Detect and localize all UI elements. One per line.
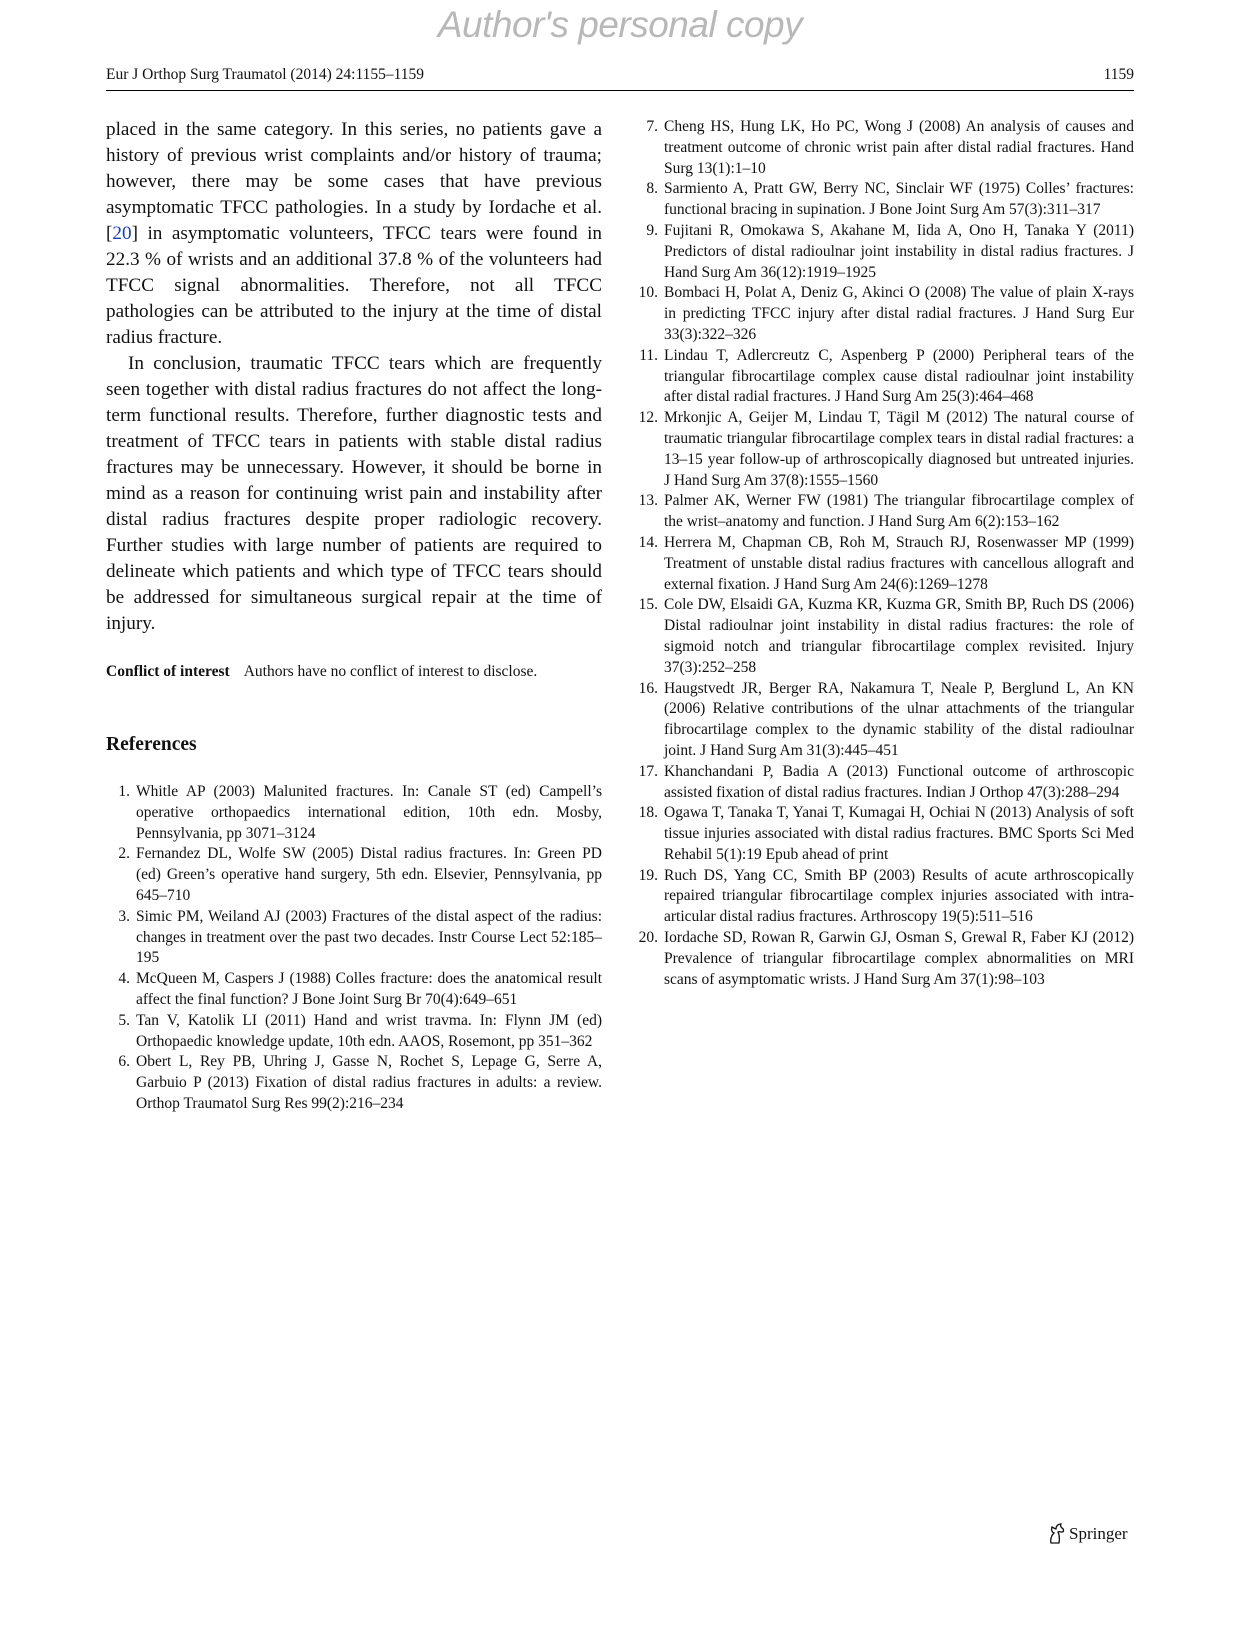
reference-item bbox=[634, 408, 1134, 491]
running-header bbox=[106, 66, 1134, 91]
reference-text: Khanchandani P, Badia A (2013) Functional outcome of arthroscopic assisted fixation of distal radius fractures. Indian J Orthop 47(3):288–294 bbox=[664, 762, 1134, 801]
reference-text: Iordache SD, Rowan R, Garwin GJ, Osman S, Grewal R, Faber KJ (2012) Prevalence of triangular fibrocartilage complex abnormalities on MRI scans of asymptomatic wrists. J Hand Surg Am 37(1):98–103 bbox=[664, 929, 1134, 988]
body-paragraph-1 bbox=[106, 117, 602, 351]
conflict-of-interest bbox=[106, 661, 602, 682]
reference-number: 8. bbox=[646, 180, 658, 198]
reference-number: 12. bbox=[638, 409, 658, 427]
reference-number: 15. bbox=[638, 596, 658, 614]
reference-number: 5. bbox=[118, 1011, 130, 1029]
reference-text: Whitle AP (2003) Malunited fractures. In: Canale ST (ed) Campell’s operative orthopaedics international edition, 10th edn. Mosby, Pennsylvania, pp 3071–3124 bbox=[136, 783, 602, 842]
springer-horse-icon bbox=[1046, 1523, 1066, 1545]
reference-text: Mrkonjic A, Geijer M, Lindau T, Tägil M (2012) The natural course of traumatic triangular fibrocartilage complex tears in distal radial fractures: a 13–15 year follow-up of arthroscopically diagnosed but untreated injuries. J Hand Surg Am 37(8):1555–1560 bbox=[664, 409, 1134, 489]
reference-item bbox=[634, 117, 1134, 179]
reference-number: 10. bbox=[638, 284, 658, 302]
reference-item bbox=[634, 221, 1134, 283]
reference-text: Ogawa T, Tanaka T, Yanai T, Kumagai H, Ochiai N (2013) Analysis of soft tissue injuries associated with distal radius fractures. BMC Sports Sci Med Rehabil 5(1):19 Epub ahead of print bbox=[664, 804, 1134, 863]
reference-text: Palmer AK, Werner FW (1981) The triangular fibrocartilage complex of the wrist–anatomy and function. J Hand Surg Am 6(2):153–162 bbox=[664, 492, 1134, 531]
reference-number: 17. bbox=[638, 762, 658, 780]
reference-list-right bbox=[634, 117, 1134, 990]
reference-number: 6. bbox=[118, 1053, 130, 1071]
reference-text: Obert L, Rey PB, Uhring J, Gasse N, Rochet S, Lepage G, Serre A, Garbuio P (2013) Fixation of distal radius fractures in adults: a review. Orthop Traumatol Surg Res 99(2):216–234 bbox=[136, 1053, 602, 1112]
reference-item bbox=[634, 283, 1134, 345]
body-text bbox=[106, 117, 602, 637]
reference-item bbox=[634, 803, 1134, 865]
conflict-text: Authors have no conflict of interest to disclose. bbox=[243, 663, 538, 680]
reference-number: 2. bbox=[118, 845, 130, 863]
journal-citation: Eur J Orthop Surg Traumatol (2014) 24:1155–1159 bbox=[106, 66, 425, 83]
reference-item bbox=[634, 533, 1134, 595]
paragraph-1-text-a: placed in the same category. In this series, no patients gave a history of previous wrist complaints and/or history of trauma; however, there may be some cases that have previous asymptomatic TFCC pathologies. In a study by Iordache et al. [ bbox=[106, 119, 602, 244]
reference-number: 11. bbox=[639, 346, 658, 364]
reference-number: 16. bbox=[638, 679, 658, 697]
reference-number: 13. bbox=[638, 492, 658, 510]
reference-number: 19. bbox=[638, 866, 658, 884]
reference-item bbox=[634, 762, 1134, 804]
conflict-label: Conflict of interest bbox=[106, 663, 230, 680]
reference-number: 1. bbox=[118, 783, 130, 800]
reference-number: 7. bbox=[646, 118, 658, 135]
reference-text: Fujitani R, Omokawa S, Akahane M, Iida A, Ono H, Tanaka Y (2011) Predictors of distal radioulnar joint instability in distal radius fractures. J Hand Surg Am 36(12):1919–1925 bbox=[664, 221, 1134, 281]
reference-text: Simic PM, Weiland AJ (2003) Fractures of the distal aspect of the radius: changes in treatment over the past two decades. Instr Course Lect 52:185–195 bbox=[136, 907, 602, 967]
reference-number: 4. bbox=[118, 970, 130, 988]
reference-number: 20. bbox=[638, 929, 658, 947]
reference-item bbox=[634, 866, 1134, 928]
reference-text: Cole DW, Elsaidi GA, Kuzma KR, Kuzma GR, Smith BP, Ruch DS (2006) Distal radioulnar joint instability in distal radius fractures: the role of sigmoid notch and triangular fibrocartilage complex revisited. Injury 37(3):252–258 bbox=[664, 596, 1134, 676]
reference-text: Bombaci H, Polat A, Deniz G, Akinci O (2008) The value of plain X-rays in predicting TFCC injury after distal radial fractures. J Hand Surg Eur 33(3):322–326 bbox=[664, 284, 1134, 343]
left-column bbox=[106, 117, 602, 1115]
reference-text: Haugstvedt JR, Berger RA, Nakamura T, Neale P, Berglund L, An KN (2006) Relative contributions of the ulnar attachments of the triangular fibrocartilage complex to the dynamic stability of the distal radioulnar joint. J Hand Surg Am 31(3):445–451 bbox=[664, 679, 1134, 759]
reference-text: Ruch DS, Yang CC, Smith BP (2003) Results of acute arthroscopically repaired triangular fibrocartilage complex injuries associated with intra-articular distal radius fractures. Arthroscopy 19(5):511–516 bbox=[664, 866, 1134, 926]
page-number: 1159 bbox=[1103, 66, 1134, 83]
reference-item bbox=[634, 491, 1134, 533]
reference-text: Lindau T, Adlercreutz C, Aspenberg P (2000) Peripheral tears of the triangular fibrocartilage complex cause distal radioulnar joint instability after distal radial fractures. J Hand Surg Am 25(3):464–468 bbox=[664, 346, 1134, 406]
watermark: Author's personal copy bbox=[437, 4, 803, 45]
reference-item bbox=[106, 969, 602, 1011]
reference-item bbox=[106, 1052, 602, 1114]
reference-item bbox=[634, 595, 1134, 678]
reference-text: Fernandez DL, Wolfe SW (2005) Distal radius fractures. In: Green PD (ed) Green’s operative hand surgery, 5th edn. Elsevier, Pennsylvania, pp 645–710 bbox=[136, 845, 602, 904]
reference-item bbox=[106, 1011, 602, 1053]
reference-number: 9. bbox=[646, 221, 658, 239]
reference-text: McQueen M, Caspers J (1988) Colles fracture: does the anatomical result affect the final function? J Bone Joint Surg Br 70(4):649–651 bbox=[136, 970, 602, 1008]
reference-text: Tan V, Katolik LI (2011) Hand and wrist travma. In: Flynn JM (ed) Orthopaedic knowledge update, 10th edn. AAOS, Rosemont, pp 351–362 bbox=[136, 1011, 602, 1050]
right-column bbox=[634, 117, 1134, 990]
reference-number: 3. bbox=[118, 907, 130, 925]
reference-item bbox=[106, 844, 602, 906]
reference-item bbox=[106, 782, 602, 844]
reference-text: Sarmiento A, Pratt GW, Berry NC, Sinclair WF (1975) Colles’ fractures: functional bracing in supination. J Bone Joint Surg Am 57(3):311–317 bbox=[664, 180, 1134, 219]
reference-number: 18. bbox=[638, 804, 658, 822]
body-paragraph-2: In conclusion, traumatic TFCC tears which are frequently seen together with distal radius fractures do not affect the long-term functional results. Therefore, further diagnostic tests and treatment of TFCC tears in patients with stable distal radius fractures may be unnecessary. However, it should be borne in mind as a reason for continuing wrist pain and instability after distal radius fractures despite proper radiologic recovery. Further studies with large number of patients are required to delineate which patients and which type of TFCC tears should be addressed for simultaneous surgical repair at the time of injury. bbox=[106, 353, 602, 634]
references-heading: References bbox=[106, 734, 197, 755]
publisher-name: Springer bbox=[1069, 1524, 1128, 1543]
publisher-logo bbox=[1046, 1523, 1128, 1545]
reference-list-left bbox=[106, 782, 602, 1115]
reference-text: Herrera M, Chapman CB, Roh M, Strauch RJ, Rosenwasser MP (1999) Treatment of unstable distal radius fractures with cancellous allograft and external fixation. J Hand Surg Am 24(6):1269–1278 bbox=[664, 533, 1134, 593]
reference-item bbox=[634, 179, 1134, 221]
reference-item bbox=[106, 907, 602, 969]
reference-text: Cheng HS, Hung LK, Ho PC, Wong J (2008) An analysis of causes and treatment outcome of chronic wrist pain after distal radial fractures. Hand Surg 13(1):1–10 bbox=[664, 118, 1134, 177]
reference-item bbox=[634, 679, 1134, 762]
reference-number: 14. bbox=[638, 533, 658, 551]
reference-item bbox=[634, 346, 1134, 408]
citation-link-20[interactable]: 20 bbox=[112, 223, 132, 244]
paragraph-1-text-b: ] in asymptomatic volunteers, TFCC tears were found in 22.3 % of wrists and an additional 37.8 % of the volunteers had TFCC signal abnormalities. Therefore, not all TFCC pathologies can be attributed to the injury at the time of distal radius fracture. bbox=[106, 223, 602, 348]
reference-item bbox=[634, 928, 1134, 990]
